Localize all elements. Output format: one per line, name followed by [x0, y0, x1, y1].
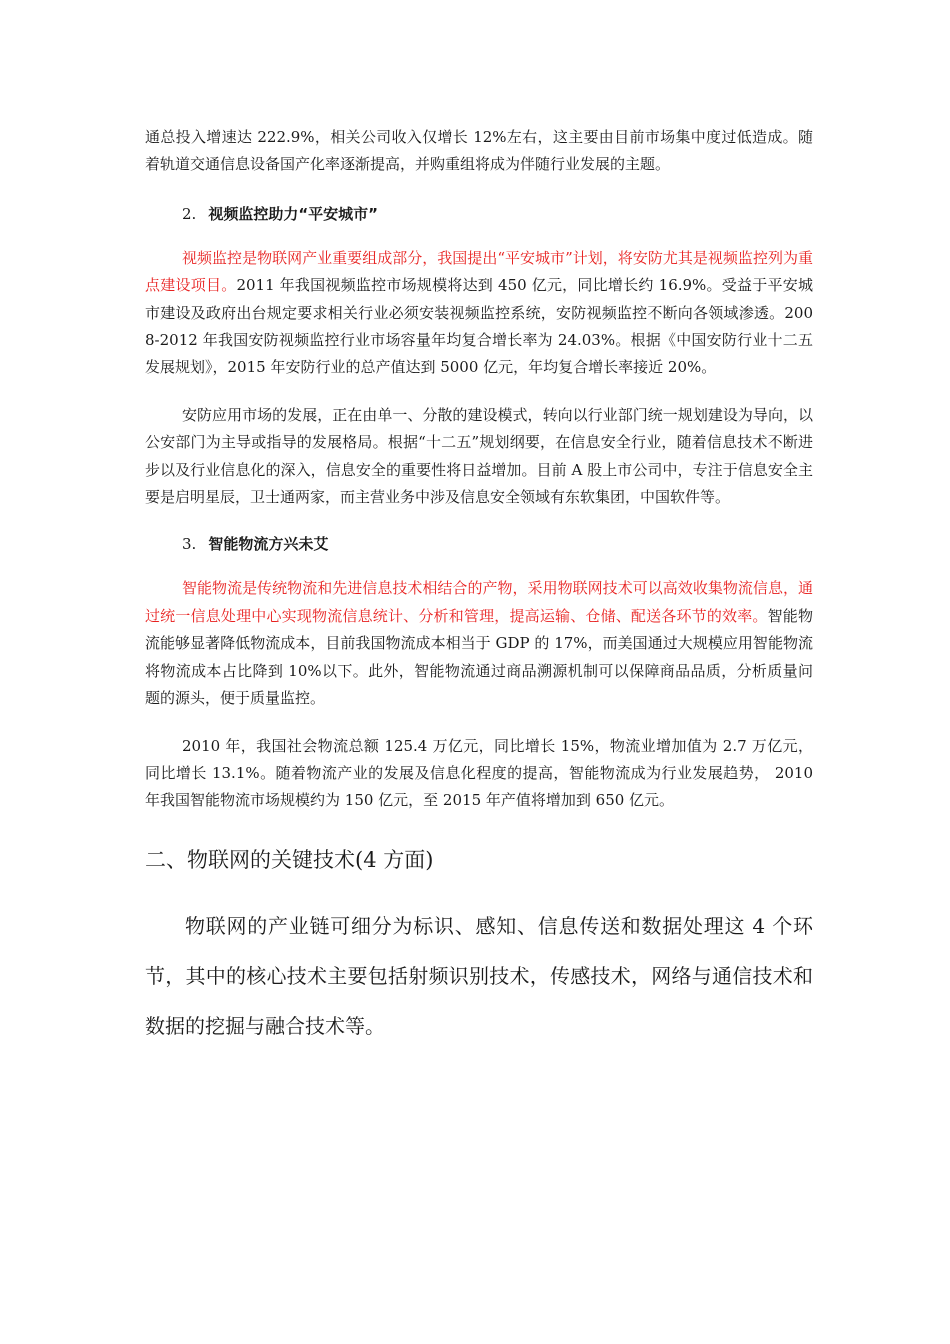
chapter-heading: 二、物联网的关键技术(4 方面) — [145, 847, 434, 872]
body-text: 2011 年我国视频监控市场规模将达到 450 亿元，同比增长约 16.9%。受益于平安城市建设及政府出台规定要求相关行业必须安装视频监控系统，安防视频监控不断向各领域渗透。2008-2012 年我国安防视频监控行业市场容量年均复合增长率为 24.03%。根据《中国安防行业十二五发展规划》，2015 年安防行业的总产值达到 5000 亿元，年均复合增长率接近 20%。 — [145, 276, 813, 377]
section-number: 3. — [182, 535, 197, 554]
paragraph-logistics-1 — [145, 575, 813, 712]
section-heading-smart-logistics — [145, 531, 813, 558]
section-number: 2. — [182, 204, 197, 223]
paragraph-video-1 — [145, 245, 813, 382]
section-heading-video-surveillance — [145, 201, 813, 228]
paragraph-intro: 通总投入增速达 222.9%，相关公司收入仅增长 12%左右，这主要由目前市场集中度过低造成。随着轨道交通信息设备国产化率逐渐提高，并购重组将成为伴随行业发展的主题。 — [145, 128, 813, 174]
section-title: 视频监控助力“平安城市” — [208, 204, 379, 223]
document-body — [145, 124, 813, 1051]
highlight-text: 视频监控是物联网产业重要组成部分，我国提出“平安城市”计划，将安防尤其是视频监控列为重点建设项目。 — [145, 248, 813, 295]
highlight-text: 智能物流是传统物流和先进信息技术相结合的产物，采用物联网技术可以高效收集物流信息，通过统一信息处理中心实现物流信息统计、分析和管理，提高运输、仓储、配送各环节的效率。 — [145, 579, 813, 625]
paragraph-logistics-2: 2010 年，我国社会物流总额 125.4 万亿元，同比增长 15%，物流业增加值为 2.7 万亿元，同比增长 13.1%。随着物流产业的发展及信息化程度的提高，智能物流成为行业发展趋势， 2010 年我国智能物流市场规模约为 150 亿元，至 2015 年产值将增加到 650 亿元。 — [145, 736, 813, 810]
paragraph-video-2: 安防应用市场的发展，正在由单一、分散的建设模式，转向以行业部门统一规划建设为导向，以公安部门为主导或指导的发展格局。根据“十二五”规划纲要，在信息安全行业，随着信息技术不断进步以及行业信息化的深入，信息安全的重要性将日益增加。目前 A 股上市公司中，专注于信息安全主要是启明星辰，卫士通两家，而主营业务中涉及信息安全领域有东软集团，中国软件等。 — [145, 405, 813, 507]
body-text: 智能物流能够显著降低物流成本，目前我国物流成本相当于 GDP 的 17%，而美国通过大规模应用智能物流将物流成本占比降到 10%以下。此外，智能物流通过商品溯源机制可以保障商品品质，分析质量问题的源头，便于质量监控。 — [145, 606, 813, 708]
paragraph-key-tech: 物联网的产业链可细分为标识、感知、信息传送和数据处理这 4 个环节，其中的核心技术主要包括射频识别技术，传感技术，网络与通信技术和数据的挖掘与融合技术等。 — [145, 913, 813, 1038]
section-title: 智能物流方兴未艾 — [208, 535, 329, 554]
